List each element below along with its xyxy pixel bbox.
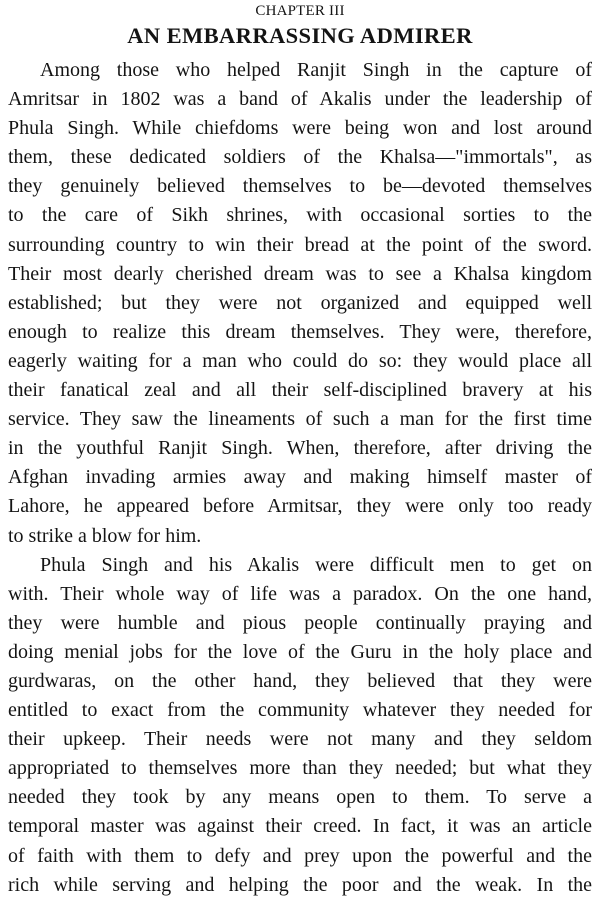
text-line: they were humble and pious people continually praying and bbox=[8, 611, 592, 634]
text-line: Among those who helped Ranjit Singh in the capture of bbox=[40, 59, 592, 81]
text-line: enough to realize this dream themselves. They were, therefore, bbox=[8, 320, 592, 343]
text-line: established; but they were not organized and equipped well bbox=[8, 291, 592, 314]
text-line: Their most dearly cherished dream was to see a Khalsa kingdom bbox=[8, 262, 592, 285]
text-line: rich while serving and helping the poor and the weak. In the bbox=[8, 873, 592, 896]
text-line: temporal master was against their creed. In fact, it was an article bbox=[8, 815, 592, 838]
text-line: their upkeep. Their needs were not many and they seldom bbox=[8, 728, 592, 751]
text-line: needed they took by any means open to them. To serve a bbox=[8, 786, 592, 809]
text-line: doing menial jobs for the love of the Guru in the holy place and bbox=[8, 640, 592, 663]
text-line: their fanatical zeal and all their self-disciplined bravery at his bbox=[8, 379, 592, 402]
text-line: Phula Singh and his Akalis were difficult men to get on bbox=[40, 553, 592, 576]
text-line: eagerly waiting for a man who could do so: they would place all bbox=[8, 349, 592, 372]
text-line: they genuinely believed themselves to be—devoted themselves bbox=[8, 175, 592, 198]
text-line: service. They saw the lineaments of such a man for the first time bbox=[8, 408, 592, 431]
text-line: Amritsar in 1802 was a band of Akalis under the leadership of bbox=[8, 88, 592, 111]
paragraph-1 bbox=[8, 56, 592, 551]
text-line: entitled to exact from the community whatever they needed for bbox=[8, 699, 592, 722]
text-line: appropriated to themselves more than they needed; but what they bbox=[8, 757, 592, 780]
text-line: Afghan invading armies away and making himself master of bbox=[8, 466, 592, 489]
text-line: gurdwaras, on the other hand, they believed that they were bbox=[8, 669, 592, 692]
text-line: in the youthful Ranjit Singh. When, therefore, after driving the bbox=[8, 437, 592, 460]
text-line: surrounding country to win their bread at the point of the sword. bbox=[8, 233, 592, 256]
text-line: Phula Singh. While chiefdoms were being won and lost around bbox=[8, 117, 592, 140]
chapter-number: CHAPTER III bbox=[255, 3, 345, 19]
text-line: to the care of Sikh shrines, with occasional sorties to the bbox=[8, 204, 592, 227]
text-line: Lahore, he appeared before Armitsar, they were only too ready bbox=[8, 495, 592, 518]
text-line: of faith with them to defy and prey upon the powerful and the bbox=[8, 844, 592, 867]
chapter-title: AN EMBARRASSING ADMIRER bbox=[127, 23, 473, 48]
text-line: with. Their whole way of life was a paradox. On the one hand, bbox=[8, 582, 592, 605]
paragraph-2 bbox=[8, 551, 592, 900]
text-line: them, these dedicated soldiers of the Khalsa—"immortals", as bbox=[8, 146, 592, 169]
text-line: to strike a blow for him. bbox=[8, 524, 202, 547]
